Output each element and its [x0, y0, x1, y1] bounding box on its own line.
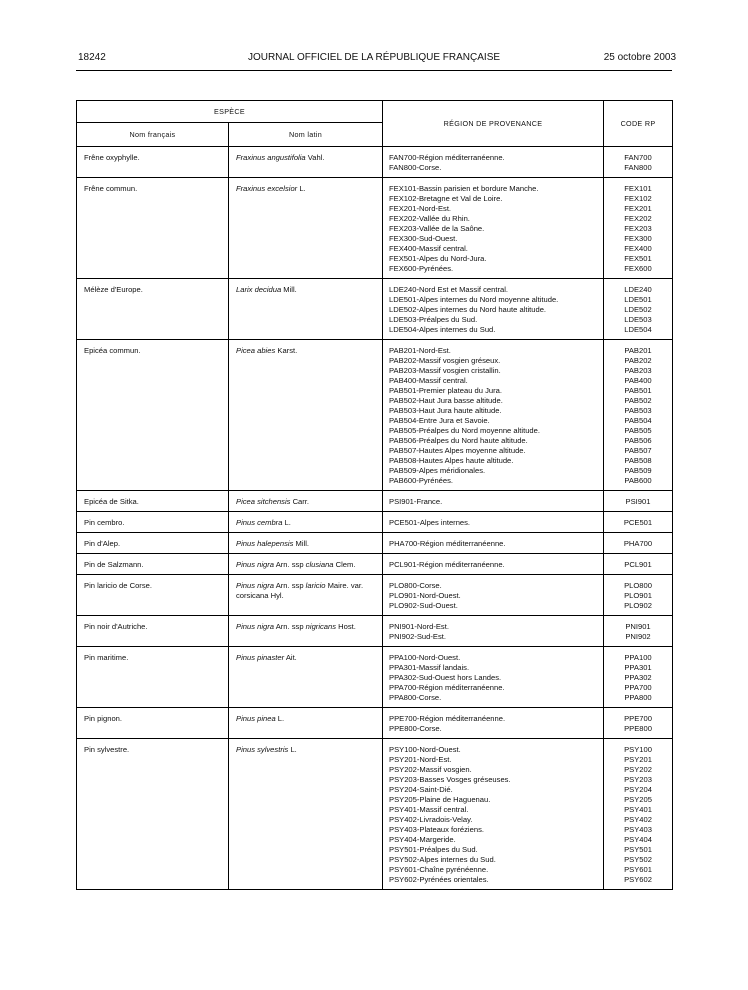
region-entry: PAB508-Hautes Alpes haute altitude.: [389, 456, 514, 465]
code-entry: FEX203: [624, 224, 652, 233]
code-cell: [604, 340, 673, 491]
region-entry: FEX102-Bretagne et Val de Loire.: [389, 194, 503, 203]
nom-latin-latin-italic: Pinus pinaster: [236, 653, 285, 662]
nom-latin-latin-italic: Larix decidua: [236, 285, 282, 294]
table-row: [77, 279, 673, 340]
region-entry: PAB506-Préalpes du Nord haute altitude.: [389, 436, 528, 445]
code-entry: PCE501: [623, 518, 653, 527]
region-entry: PAB600-Pyrénées.: [389, 476, 454, 485]
region-entry: PSI901-France.: [389, 497, 443, 506]
code-entry: PSY205: [624, 795, 652, 804]
code-entry: PCL901: [624, 560, 652, 569]
code-entry: PSY204: [624, 785, 652, 794]
region-entry: LDE501-Alpes internes du Nord moyenne altitude.: [389, 295, 559, 304]
code-entry: PAB502: [624, 396, 652, 405]
nom-francais-cell: Pin d'Alep.: [77, 533, 229, 554]
table-row: [77, 616, 673, 647]
nom-latin-cell: [229, 512, 383, 533]
nom-latin-latin-rest: Vahl.: [305, 153, 325, 162]
nom-latin-latin-italic: Fraxinus angustifolia: [236, 153, 306, 162]
code-entry: PAB201: [624, 346, 652, 355]
region-entry: PPA100-Nord-Ouest.: [389, 653, 461, 662]
table-row: [77, 491, 673, 512]
code-entry: PPE800: [624, 724, 652, 733]
code-entry: PPE700: [624, 714, 652, 723]
region-entry: PSY401-Massif central.: [389, 805, 469, 814]
code-entry: PLO902: [624, 601, 652, 610]
nom-francais-cell: Pin maritime.: [77, 647, 229, 708]
region-entry: PPA800-Corse.: [389, 693, 442, 702]
nom-latin-latin-rest: Karst.: [275, 346, 298, 355]
species-table: [76, 100, 673, 890]
code-entry: FEX400: [624, 244, 652, 253]
region-entry: PSY404-Margeride.: [389, 835, 456, 844]
code-entry: PAB507: [624, 446, 652, 455]
col-nom-latin: Nom latin: [229, 123, 383, 147]
nom-latin-cell: [229, 554, 383, 575]
nom-latin-latin-rest: L.: [275, 714, 285, 723]
nom-latin-cell: [229, 533, 383, 554]
region-entry: PCE501-Alpes internes.: [389, 518, 471, 527]
region-entry: LDE504-Alpes internes du Sud.: [389, 325, 496, 334]
region-entry: PPE700-Région méditerranéenne.: [389, 714, 506, 723]
nom-francais-cell: Epicéa de Sitka.: [77, 491, 229, 512]
region-entry: PSY201-Nord-Est.: [389, 755, 452, 764]
nom-latin-latin-rest: Mill.: [281, 285, 297, 294]
nom-latin-latin-rest2: Clem.: [333, 560, 356, 569]
code-entry: FEX202: [624, 214, 652, 223]
nom-latin-text: [236, 745, 378, 755]
code-entry: LDE502: [624, 305, 652, 314]
nom-latin-text: [236, 518, 378, 528]
nom-francais-cell: Frêne oxyphylle.: [77, 147, 229, 178]
region-entry: PPA700-Région méditerranéenne.: [389, 683, 505, 692]
code-entry: PAB503: [624, 406, 652, 415]
nom-latin-cell: [229, 340, 383, 491]
nom-latin-latin-italic: Picea sitchensis: [236, 497, 291, 506]
region-entry: PNI902-Sud-Est.: [389, 632, 446, 641]
region-entry: PPA302-Sud-Ouest hors Landes.: [389, 673, 502, 682]
table-row: [77, 340, 673, 491]
table-row: [77, 647, 673, 708]
region-entry: FEX501-Alpes du Nord-Jura.: [389, 254, 487, 263]
nom-latin-cell: [229, 147, 383, 178]
code-entry: FEX501: [624, 254, 652, 263]
nom-latin-latin-rest: Arn. ssp: [274, 622, 306, 631]
publication-date: 25 octobre 2003: [603, 52, 676, 63]
col-code: CODE RP: [604, 101, 673, 147]
region-entry: FAN800-Corse.: [389, 163, 442, 172]
col-espece: ESPÈCE: [77, 101, 383, 123]
region-cell: [383, 491, 604, 512]
nom-francais-cell: Epicéa commun.: [77, 340, 229, 491]
nom-latin-latin-italic2: clusiana: [305, 560, 334, 569]
code-entry: PPA800: [624, 693, 652, 702]
nom-latin-cell: [229, 575, 383, 616]
region-cell: [383, 708, 604, 739]
code-cell: [604, 491, 673, 512]
region-entry: FEX202-Vallée du Rhin.: [389, 214, 470, 223]
nom-latin-latin-rest: Mill.: [293, 539, 310, 548]
region-entry: FEX101-Bassin parisien et bordure Manche.: [389, 184, 539, 193]
region-entry: PAB507-Hautes Alpes moyenne altitude.: [389, 446, 526, 455]
nom-latin-latin-rest: L.: [297, 184, 306, 193]
nom-latin-cell: [229, 616, 383, 647]
nom-latin-cell: [229, 178, 383, 279]
region-cell: [383, 340, 604, 491]
region-cell: [383, 279, 604, 340]
code-entry: PAB600: [624, 476, 652, 485]
nom-francais-cell: Pin pignon.: [77, 708, 229, 739]
region-entry: LDE502-Alpes internes du Nord haute altitude.: [389, 305, 547, 314]
nom-latin-text: [236, 581, 378, 601]
nom-latin-latin-italic: Pinus pinea: [236, 714, 276, 723]
code-entry: PSY404: [624, 835, 652, 844]
nom-latin-text: [236, 622, 378, 632]
region-entry: PAB509-Alpes méridionales.: [389, 466, 486, 475]
region-cell: [383, 616, 604, 647]
region-entry: PPE800-Corse.: [389, 724, 442, 733]
code-cell: [604, 708, 673, 739]
region-cell: [383, 147, 604, 178]
region-entry: FEX203-Vallée de la Saône.: [389, 224, 485, 233]
region-entry: PAB202-Massif vosgien gréseux.: [389, 356, 501, 365]
code-cell: [604, 279, 673, 340]
code-cell: [604, 647, 673, 708]
table-row: [77, 575, 673, 616]
region-entry: PSY203-Basses Vosges gréseuses.: [389, 775, 511, 784]
code-entry: FEX102: [624, 194, 652, 203]
code-entry: PPA302: [624, 673, 652, 682]
region-entry: PAB502-Haut Jura basse altitude.: [389, 396, 503, 405]
nom-latin-latin-rest: L.: [282, 518, 291, 527]
nom-latin-text: [236, 153, 378, 163]
region-entry: PHA700-Région méditerranéenne.: [389, 539, 506, 548]
nom-latin-text: [236, 653, 378, 663]
nom-latin-latin-rest: Ait.: [284, 653, 297, 662]
region-entry: FAN700-Région méditerranéenne.: [389, 153, 505, 162]
nom-latin-text: [236, 560, 378, 570]
code-entry: PSY201: [624, 755, 652, 764]
code-cell: [604, 147, 673, 178]
region-cell: [383, 178, 604, 279]
code-entry: PAB506: [624, 436, 652, 445]
code-entry: PSY601: [624, 865, 652, 874]
code-entry: PSY202: [624, 765, 652, 774]
region-entry: PSY202-Massif vosgien.: [389, 765, 472, 774]
code-entry: FEX201: [624, 204, 652, 213]
code-entry: PAB505: [624, 426, 652, 435]
nom-latin-cell: [229, 279, 383, 340]
nom-latin-latin-italic: Pinus nigra: [236, 560, 274, 569]
code-cell: [604, 178, 673, 279]
region-cell: [383, 647, 604, 708]
nom-latin-text: [236, 285, 378, 295]
region-entry: PAB503-Haut Jura haute altitude.: [389, 406, 502, 415]
nom-latin-cell: [229, 708, 383, 739]
region-entry: PAB400-Massif central.: [389, 376, 468, 385]
code-entry: PAB508: [624, 456, 652, 465]
region-entry: PAB203-Massif vosgien cristallin.: [389, 366, 501, 375]
code-cell: [604, 554, 673, 575]
table-row: [77, 739, 673, 890]
nom-francais-cell: Pin laricio de Corse.: [77, 575, 229, 616]
table-row: [77, 512, 673, 533]
code-entry: LDE501: [624, 295, 652, 304]
code-entry: PAB203: [624, 366, 652, 375]
nom-latin-cell: [229, 647, 383, 708]
nom-latin-latin-italic: Picea abies: [236, 346, 276, 355]
nom-latin-cell: [229, 739, 383, 890]
region-entry: PAB201-Nord-Est.: [389, 346, 451, 355]
nom-latin-latin-italic: Pinus nigra: [236, 581, 274, 590]
code-entry: PSY100: [624, 745, 652, 754]
code-entry: PSY502: [624, 855, 652, 864]
region-entry: PPA301-Massif landais.: [389, 663, 470, 672]
code-cell: [604, 575, 673, 616]
region-entry: FEX300-Sud-Ouest.: [389, 234, 458, 243]
code-cell: [604, 533, 673, 554]
region-entry: PNI901-Nord-Est.: [389, 622, 449, 631]
code-entry: FAN800: [624, 163, 652, 172]
code-entry: PSY403: [624, 825, 652, 834]
nom-latin-text: [236, 346, 378, 356]
region-cell: [383, 533, 604, 554]
nom-francais-cell: Pin cembro.: [77, 512, 229, 533]
journal-title: JOURNAL OFFICIEL DE LA RÉPUBLIQUE FRANÇAISE: [247, 52, 501, 63]
region-entry: FEX201-Nord-Est.: [389, 204, 452, 213]
code-entry: PAB504: [624, 416, 652, 425]
nom-latin-latin-italic: Pinus sylvestris: [236, 745, 289, 754]
nom-latin-latin-italic2: laricio: [305, 581, 326, 590]
nom-latin-latin-rest2: Maire. var. corsicana Hyl.: [236, 581, 364, 600]
page-number: 18242: [78, 52, 106, 63]
code-entry: FEX300: [624, 234, 652, 243]
nom-latin-latin-rest: L.: [288, 745, 297, 754]
region-entry: PAB504-Entre Jura et Savoie.: [389, 416, 490, 425]
code-entry: PSI901: [625, 497, 651, 506]
code-entry: FAN700: [624, 153, 652, 162]
region-cell: [383, 739, 604, 890]
region-entry: PSY502-Alpes internes du Sud.: [389, 855, 496, 864]
nom-latin-latin-rest: Arn. ssp: [274, 560, 306, 569]
table-row: [77, 533, 673, 554]
nom-latin-latin-rest2: Host.: [336, 622, 356, 631]
code-entry: PSY203: [624, 775, 652, 784]
nom-francais-cell: Pin de Salzmann.: [77, 554, 229, 575]
code-cell: [604, 512, 673, 533]
code-entry: PAB509: [624, 466, 652, 475]
code-entry: LDE240: [624, 285, 652, 294]
region-entry: PSY501-Préalpes du Sud.: [389, 845, 478, 854]
region-cell: [383, 575, 604, 616]
table-row: [77, 708, 673, 739]
nom-latin-latin-rest: Arn. ssp: [274, 581, 306, 590]
region-entry: PAB501-Premier plateau du Jura.: [389, 386, 502, 395]
code-entry: PHA700: [623, 539, 653, 548]
nom-francais-cell: Pin sylvestre.: [77, 739, 229, 890]
code-entry: PLO901: [624, 591, 652, 600]
header-rule: [76, 70, 672, 71]
nom-latin-latin-italic: Pinus halepensis: [236, 539, 294, 548]
code-entry: PAB400: [624, 376, 652, 385]
nom-latin-text: [236, 539, 378, 549]
code-entry: FEX600: [624, 264, 652, 273]
code-entry: FEX101: [624, 184, 652, 193]
nom-latin-text: [236, 497, 378, 507]
table-row: [77, 147, 673, 178]
table-row: [77, 554, 673, 575]
nom-latin-latin-italic: Pinus cembra: [236, 518, 283, 527]
nom-latin-latin-italic2: nigricans: [305, 622, 337, 631]
region-entry: PSY602-Pyrénées orientales.: [389, 875, 489, 884]
region-entry: PSY403-Plateaux foréziens.: [389, 825, 484, 834]
code-entry: PSY402: [624, 815, 652, 824]
region-entry: PLO901-Nord-Ouest.: [389, 591, 461, 600]
nom-francais-cell: Mélèze d'Europe.: [77, 279, 229, 340]
table-body: [77, 147, 673, 890]
nom-latin-cell: [229, 491, 383, 512]
region-entry: PSY601-Chaîne pyrénéenne.: [389, 865, 489, 874]
region-entry: FEX600-Pyrénées.: [389, 264, 454, 273]
nom-latin-latin-italic: Fraxinus excelsior: [236, 184, 298, 193]
nom-francais-cell: Pin noir d'Autriche.: [77, 616, 229, 647]
code-entry: PNI902: [625, 632, 651, 641]
code-entry: PAB202: [624, 356, 652, 365]
code-entry: PLO800: [624, 581, 652, 590]
region-entry: PSY402-Livradois-Velay.: [389, 815, 473, 824]
region-entry: PSY100-Nord-Ouest.: [389, 745, 461, 754]
code-entry: PPA100: [624, 653, 652, 662]
table-row: [77, 178, 673, 279]
code-entry: PSY501: [624, 845, 652, 854]
region-entry: PSY204-Saint-Dié.: [389, 785, 453, 794]
code-cell: [604, 616, 673, 647]
col-nom-francais: Nom français: [77, 123, 229, 147]
code-entry: PPA301: [624, 663, 652, 672]
region-entry: PLO800-Corse.: [389, 581, 442, 590]
code-entry: LDE503: [624, 315, 652, 324]
nom-latin-latin-italic: Pinus nigra: [236, 622, 274, 631]
col-region: RÉGION DE PROVENANCE: [383, 101, 604, 147]
region-entry: PAB505-Préalpes du Nord moyenne altitude.: [389, 426, 540, 435]
nom-latin-latin-rest: Carr.: [290, 497, 310, 506]
nom-francais-cell: Frêne commun.: [77, 178, 229, 279]
region-entry: PCL901-Région méditerranéenne.: [389, 560, 505, 569]
region-cell: [383, 512, 604, 533]
code-entry: PAB501: [624, 386, 652, 395]
code-cell: [604, 739, 673, 890]
region-entry: LDE503-Préalpes du Sud.: [389, 315, 478, 324]
code-entry: PNI901: [625, 622, 651, 631]
code-entry: PPA700: [624, 683, 652, 692]
region-entry: PLO902-Sud-Ouest.: [389, 601, 458, 610]
region-entry: FEX400-Massif central.: [389, 244, 468, 253]
code-entry: PSY602: [624, 875, 652, 884]
code-entry: PSY401: [624, 805, 652, 814]
region-entry: PSY205-Plaine de Haguenau.: [389, 795, 491, 804]
nom-latin-text: [236, 184, 378, 194]
region-entry: LDE240-Nord Est et Massif central.: [389, 285, 509, 294]
region-cell: [383, 554, 604, 575]
nom-latin-text: [236, 714, 378, 724]
code-entry: LDE504: [624, 325, 652, 334]
